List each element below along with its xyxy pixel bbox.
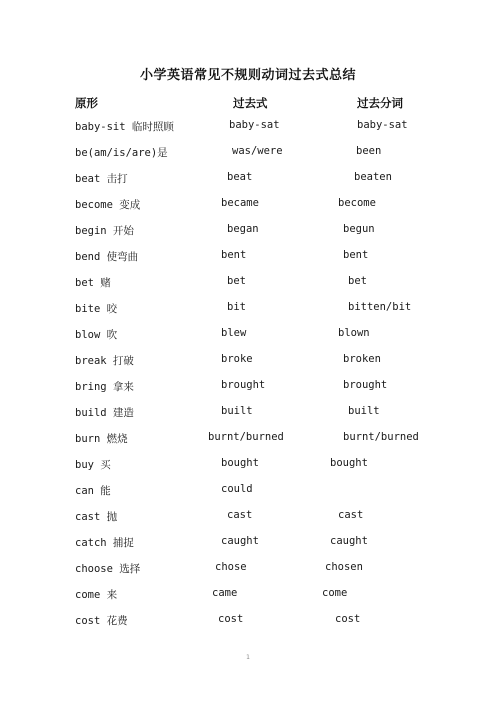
verb-base: choose 选择 — [75, 563, 141, 575]
verb-base: bet 赌 — [75, 277, 111, 289]
verb-participle: bet — [348, 275, 367, 287]
table-row — [0, 587, 496, 605]
verb-base: bite 咬 — [75, 303, 118, 315]
table-header — [0, 95, 496, 113]
verb-participle: come — [322, 587, 348, 599]
table-row — [0, 275, 496, 293]
verb-base: bring 拿来 — [75, 381, 134, 393]
verb-participle: built — [348, 405, 380, 417]
verb-past: broke — [221, 353, 253, 365]
verb-base: buy 买 — [75, 459, 111, 471]
verb-participle: bent — [343, 249, 369, 261]
document-title: 小学英语常见不规则动词过去式总结 — [139, 68, 356, 83]
verb-past: caught — [221, 535, 259, 547]
verb-past: could — [221, 483, 253, 495]
table-row — [0, 483, 496, 501]
verb-past: baby-sat — [229, 119, 280, 131]
verb-participle: been — [356, 145, 382, 157]
table-row — [0, 249, 496, 267]
table-row — [0, 327, 496, 345]
verb-participle: broken — [343, 353, 381, 365]
table-row — [0, 171, 496, 189]
verb-participle: bitten/bit — [348, 301, 412, 313]
header-base: 原形 — [75, 96, 98, 110]
verb-past: built — [221, 405, 253, 417]
verb-participle: chosen — [325, 561, 363, 573]
table-row — [0, 457, 496, 475]
verb-past: bent — [221, 249, 247, 261]
table-row — [0, 197, 496, 215]
verb-past: bought — [221, 457, 259, 469]
verb-base: begin 开始 — [75, 225, 134, 237]
table-row — [0, 145, 496, 163]
verb-past: bet — [227, 275, 246, 287]
verb-base: cast 抛 — [75, 511, 118, 523]
table-row — [0, 379, 496, 397]
verb-participle: brought — [343, 379, 388, 391]
verb-base: burn 燃烧 — [75, 433, 128, 445]
verb-base: baby-sit 临时照顾 — [75, 121, 174, 133]
table-row — [0, 353, 496, 371]
verb-participle: burnt/burned — [343, 431, 419, 443]
verb-participle: bought — [330, 457, 368, 469]
verb-past: became — [221, 197, 259, 209]
verb-past: bit — [227, 301, 246, 313]
verb-base: become 变成 — [75, 199, 141, 211]
verb-base: bend 使弯曲 — [75, 251, 139, 263]
table-row — [0, 509, 496, 527]
verb-base: break 打破 — [75, 355, 134, 367]
verb-participle: caught — [330, 535, 368, 547]
table-row — [0, 561, 496, 579]
verb-base: beat 击打 — [75, 173, 128, 185]
header-past: 过去式 — [233, 96, 268, 110]
verb-participle: begun — [343, 223, 375, 235]
verb-base: blow 吹 — [75, 329, 118, 341]
verb-base: be(am/is/are)是 — [75, 147, 168, 159]
table-row — [0, 613, 496, 631]
verb-past: chose — [215, 561, 247, 573]
table-row — [0, 535, 496, 553]
verb-past: came — [212, 587, 238, 599]
table-row — [0, 301, 496, 319]
verb-past: was/were — [232, 145, 283, 157]
verb-participle: baby-sat — [357, 119, 408, 131]
header-participle: 过去分词 — [357, 96, 403, 110]
verb-past: cast — [227, 509, 253, 521]
verb-base: can 能 — [75, 485, 111, 497]
table-row — [0, 119, 496, 137]
verb-participle: blown — [338, 327, 370, 339]
verb-past: burnt/burned — [208, 431, 284, 443]
verb-participle: become — [338, 197, 376, 209]
verb-past: began — [227, 223, 259, 235]
page-number: 1 — [246, 654, 250, 661]
table-row — [0, 223, 496, 241]
verb-past: brought — [221, 379, 266, 391]
verb-past: beat — [227, 171, 253, 183]
table-row — [0, 405, 496, 423]
table-row — [0, 431, 496, 449]
verb-past: cost — [218, 613, 244, 625]
verb-base: come 来 — [75, 589, 118, 601]
verb-base: catch 捕捉 — [75, 537, 134, 549]
verb-base: build 建造 — [75, 407, 134, 419]
verb-past: blew — [221, 327, 247, 339]
verb-participle: cast — [338, 509, 364, 521]
verb-participle: beaten — [354, 171, 392, 183]
verb-participle: cost — [335, 613, 361, 625]
verb-base: cost 花费 — [75, 615, 128, 627]
